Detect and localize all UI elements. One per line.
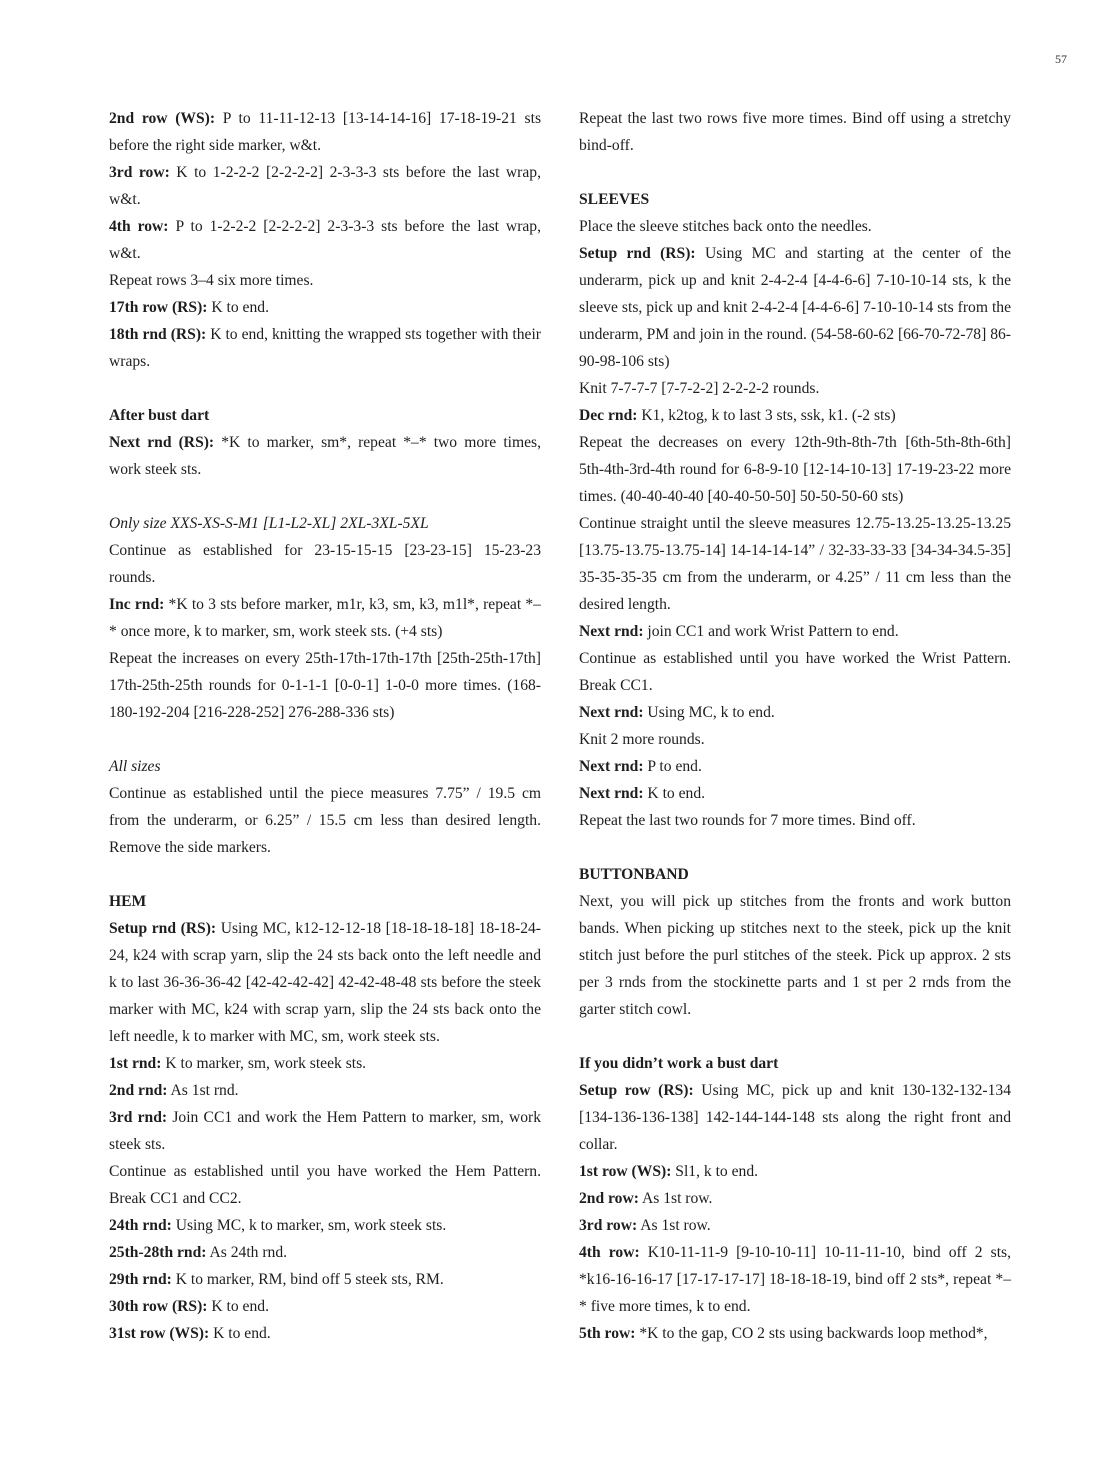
row-label: Setup rnd (RS): (579, 245, 696, 262)
row-label: Next rnd: (579, 785, 644, 802)
row-label: 2nd rnd: (109, 1082, 168, 1099)
row-text: *K to the gap, CO 2 sts using backwards loop method*, (635, 1325, 988, 1342)
row-text: As 1st row. (637, 1217, 711, 1234)
row-label: 1st row (WS): (579, 1163, 672, 1180)
after-bust-dart-heading: After bust dart (109, 407, 210, 424)
row-text: Using MC, k to marker, sm, work steek sts. (171, 1217, 447, 1234)
hem-row-31 (109, 1320, 541, 1347)
row-label: 4th row: (109, 218, 169, 235)
row-label: 2nd row: (579, 1190, 639, 1207)
hem-rnd-24 (109, 1212, 541, 1239)
row-label: 4th row: (579, 1244, 640, 1261)
sleeves-place: Place the sleeve stitches back onto the needles. (579, 218, 872, 235)
row-text: K10-11-11-9 [9-10-10-11] 10-11-11-10, bind off 2 sts, *k16-16-16-17 [17-17-17-17] 18-18-18-19, bind off 2 sts*, repeat *–* five more times, k to end. (579, 1244, 1012, 1315)
repeat-bind-off: Repeat the last two rows five more times. Bind off using a stretchy bind-off. (579, 110, 1011, 154)
repeat-increases: Repeat the increases on every 25th-17th-17th-17th [25th-25th-17th] 17th-25th-25th rounds for 0-1-1-1 [0-0-1] 1-0-0 more times. (168-180-192-204 [216-228-252] 276-288-336 sts) (109, 650, 541, 721)
buttonband-row-2 (579, 1185, 1011, 1212)
row-label: Setup rnd (RS): (109, 920, 217, 937)
row-text: As 1st row. (638, 1190, 713, 1207)
hem-continue: Continue as established until you have worked the Hem Pattern. Break CC1 and CC2. (109, 1163, 541, 1207)
row-label: 29th rnd: (109, 1271, 172, 1288)
row-4 (109, 213, 541, 267)
row-label: 5th row: (579, 1325, 636, 1342)
row-2 (109, 105, 541, 159)
row-text: K to end. (643, 785, 706, 802)
row-label: Dec rnd: (579, 407, 638, 424)
row-text: As 1st rnd. (167, 1082, 239, 1099)
rnd-18 (109, 321, 541, 375)
inc-rnd (109, 591, 541, 645)
repeat-rows: Repeat rows 3–4 six more times. (109, 272, 314, 289)
row-text: K to end, knitting the wrapped sts together with their wraps. (109, 326, 541, 370)
row-label: Next rnd (RS): (109, 434, 215, 451)
row-text: P to 11-11-12-13 [13-14-14-16] 17-18-19-21 sts before the right side marker, w&t. (109, 110, 542, 154)
buttonband-row-4 (579, 1239, 1011, 1320)
sleeves-setup-rnd (579, 240, 1011, 375)
row-label: Next rnd: (579, 704, 644, 721)
row-label: 30th row (RS): (109, 1298, 208, 1315)
row-label: 18th rnd (RS): (109, 326, 207, 343)
hem-setup-rnd (109, 915, 541, 1050)
row-text: Using MC, pick up and knit 130-132-132-134 [134-136-136-138] 142-144-144-148 sts along the right front and collar. (579, 1082, 1011, 1153)
row-text: P to 1-2-2-2 [2-2-2-2] 2-3-3-3 sts before the last wrap, w&t. (109, 218, 541, 262)
row-17 (109, 294, 541, 321)
row-text: Using MC and starting at the center of the underarm, pick up and knit 2-4-2-4 [4-4-6-6] 7-10-10-14 sts, k the sleeve sts, pick up and knit 2-4-2-4 [4-4-6-6] 7-10-10-14 sts from the underarm, PM and join in the round. (54-58-60-62 [66-70-72-78] 86-90-98-106 sts) (579, 245, 1011, 370)
row-text: P to end. (643, 758, 702, 775)
next-rnd-rs (109, 429, 541, 483)
row-text: K to marker, RM, bind off 5 steek sts, RM. (171, 1271, 444, 1288)
hem-heading: HEM (109, 893, 147, 910)
row-label: 2nd row (WS): (109, 110, 216, 127)
row-text: Using MC, k12-12-12-18 [18-18-18-18] 18-18-24-24, k24 with scrap yarn, slip the 24 sts back onto the left needle and k to last 36-36-36-42 [42-42-42-42] 42-42-48-48 sts before the steek marker with MC, k24 with scrap yarn, slip the 24 sts back onto the left needle, k to marker with MC, sm, work steek sts. (109, 920, 541, 1045)
row-label: Next rnd: (579, 623, 644, 640)
row-text: K to end. (207, 299, 269, 316)
row-label: 3rd row: (579, 1217, 638, 1234)
buttonband-row-1 (579, 1158, 1011, 1185)
row-text: join CC1 and work Wrist Pattern to end. (643, 623, 899, 640)
row-text: K to 1-2-2-2 [2-2-2-2] 2-3-3-3 sts before the last wrap, w&t. (109, 164, 541, 208)
row-text: K to marker, sm, work steek sts. (161, 1055, 367, 1072)
row-text: Using MC, k to end. (643, 704, 775, 721)
row-label: 24th rnd: (109, 1217, 172, 1234)
sleeves-next-rnd-4 (579, 780, 1011, 807)
all-sizes-note: All sizes (109, 758, 161, 775)
buttonband-heading: BUTTONBAND (579, 866, 689, 883)
row-label: 31st row (WS): (109, 1325, 210, 1342)
buttonband-row-5 (579, 1320, 1011, 1347)
row-label: 3rd row: (109, 164, 170, 181)
hem-rnd-3 (109, 1104, 541, 1158)
sleeves-knit-2: Knit 2 more rounds. (579, 731, 705, 748)
row-label: 25th-28th rnd: (109, 1244, 207, 1261)
buttonband-intro: Next, you will pick up stitches from the fronts and work button bands. When picking up stitches next to the steek, pick up the knit stitch just before the purl stitches of the steek. Pick up approx. 2 sts per 3 rnds from the stockinette parts and 1 st per 2 rnds from the garter stitch cowl. (579, 893, 1011, 1018)
sleeves-repeat-dec: Repeat the decreases on every 12th-9th-8th-7th [6th-5th-8th-6th] 5th-4th-3rd-4th round for 6-8-9-10 [12-14-10-13] 17-19-23-22 more times. (40-40-40-40 [40-40-50-50] 50-50-50-60 sts) (579, 434, 1011, 505)
sleeves-next-rnd-2 (579, 699, 1011, 726)
right-column (579, 105, 1011, 1347)
row-label: Next rnd: (579, 758, 644, 775)
all-sizes-text: Continue as established until the piece measures 7.75” / 19.5 cm from the underarm, or 6.25” / 15.5 cm less than desired length. Remove the side markers. (109, 785, 541, 856)
row-label: Inc rnd: (109, 596, 165, 613)
row-text: K1, k2tog, k to last 3 sts, ssk, k1. (-2 sts) (637, 407, 896, 424)
continue-established: Continue as established for 23-15-15-15 [23-23-15] 15-23-23 rounds. (109, 542, 541, 586)
row-label: 17th row (RS): (109, 299, 208, 316)
sleeves-continue-straight: Continue straight until the sleeve measures 12.75-13.25-13.25-13.25 [13.75-13.75-13.75-14] 14-14-14-14” / 32-33-33-33 [34-34-34.5-35] 35-35-35-35 cm from the underarm, or 4.25” / 11 cm less than the desired length. (579, 515, 1011, 613)
sleeves-next-rnd-3 (579, 753, 1011, 780)
page-number: 57 (1055, 52, 1067, 66)
left-column (109, 105, 541, 1347)
row-text: *K to 3 sts before marker, m1r, k3, sm, k3, m1l*, repeat *–* once more, k to marker, sm, work steek sts. (+4 sts) (109, 596, 541, 640)
row-text: As 24th rnd. (206, 1244, 288, 1261)
row-label: 3rd rnd: (109, 1109, 168, 1126)
sleeves-knit: Knit 7-7-7-7 [7-7-2-2] 2-2-2-2 rounds. (579, 380, 820, 397)
sleeves-repeat-last: Repeat the last two rounds for 7 more times. Bind off. (579, 812, 916, 829)
hem-rnd-29 (109, 1266, 541, 1293)
buttonband-row-3 (579, 1212, 1011, 1239)
hem-row-30 (109, 1293, 541, 1320)
buttonband-setup-row (579, 1077, 1011, 1158)
only-size-note: Only size XXS-XS-S-M1 [L1-L2-XL] 2XL-3XL-5XL (109, 515, 429, 532)
sleeves-heading: SLEEVES (579, 191, 650, 208)
row-text: Sl1, k to end. (671, 1163, 759, 1180)
row-label: Setup row (RS): (579, 1082, 694, 1099)
row-label: 1st rnd: (109, 1055, 162, 1072)
row-text: K to end. (207, 1298, 269, 1315)
no-dart-heading: If you didn’t work a bust dart (579, 1055, 779, 1072)
hem-rnd-2 (109, 1077, 541, 1104)
hem-rnd-25-28 (109, 1239, 541, 1266)
sleeves-next-rnd-1 (579, 618, 1011, 645)
row-3 (109, 159, 541, 213)
row-text: K to end. (209, 1325, 271, 1342)
sleeves-continue-wrist: Continue as established until you have worked the Wrist Pattern. Break CC1. (579, 650, 1011, 694)
row-text: Join CC1 and work the Hem Pattern to marker, sm, work steek sts. (109, 1109, 542, 1153)
row-text: *K to marker, sm*, repeat *–* two more times, work steek sts. (109, 434, 541, 478)
sleeves-dec-rnd (579, 402, 1011, 429)
hem-rnd-1 (109, 1050, 541, 1077)
